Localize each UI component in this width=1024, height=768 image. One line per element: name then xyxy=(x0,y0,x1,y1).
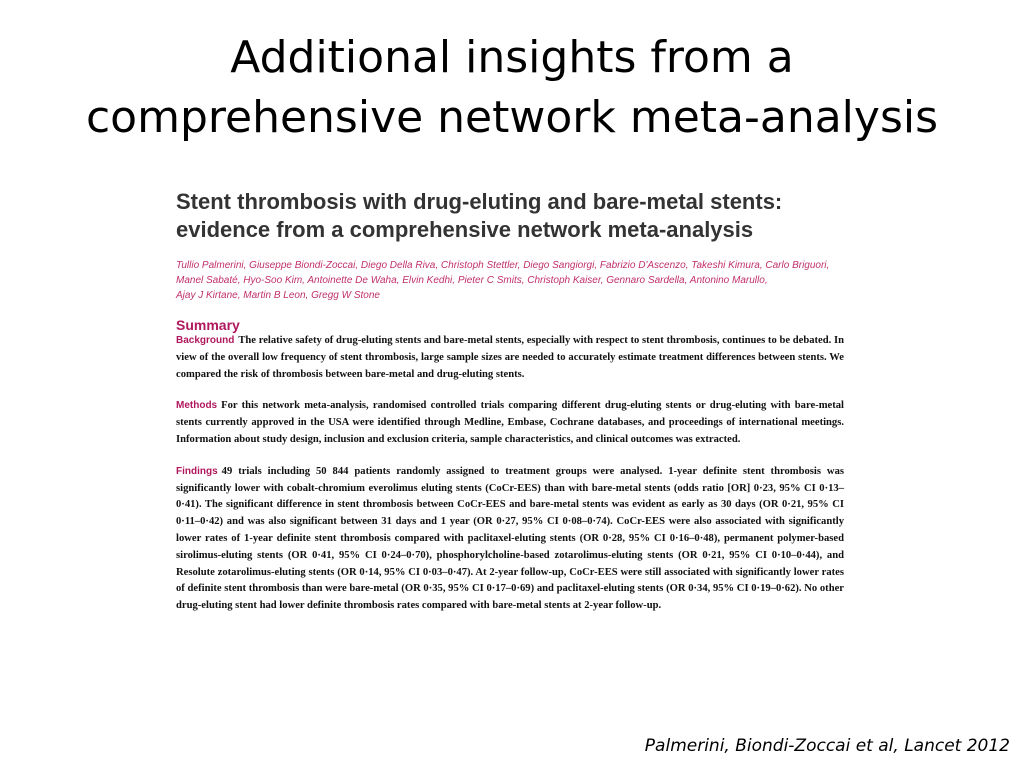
background-label: Background xyxy=(176,335,235,346)
findings-text: 49 trials including 50 844 patients randomly assigned to treatment groups were analysed. 1-year definite stent thrombosis was significantly lower with cobalt-chromium everolimus eluting stents (CoCr-EES) than with bare-metal stents (odds ratio [OR] 0·23, 95% CI 0·13–0·41). The significant difference in stent thrombosis between CoCr-EES and bare-metal stents was evident as early as 30 days (OR 0·21, 95% CI 0·11–0·42) and was also significant between 31 days and 1 year (OR 0·27, 95% CI 0·08–0·74). CoCr-EES were also associated with significantly lower rates of 1-year definite stent thrombosis compared with paclitaxel-eluting stents (OR 0·28, 95% CI 0·16–0·48), permanent polymer-based sirolimus-eluting stents (OR 0·41, 95% CI 0·24–0·70), phosphorylcholine-based zotarolimus-eluting stents (OR 0·21, 95% CI 0·10–0·44), and Resolute zotarolimus-eluting stents (OR 0·14, 95% CI 0·03–0·47). At 2-year follow-up, CoCr-EES were still associated with significantly lower rates of definite stent thrombosis than were bare-metal (OR 0·35, 95% CI 0·17–0·69) and paclitaxel-eluting stents (OR 0·34, 95% CI 0·19–0·62). No other drug-eluting stent had lower definite thrombosis rates compared with bare-metal stents at 2-year follow-up. xyxy=(176,465,844,612)
findings-label: Findings xyxy=(176,465,218,477)
background-text: The relative safety of drug-eluting stents and bare-metal stents, especially with respect to stent thrombosis, continues to be debated. In view of the overall low frequency of stent thrombosis, large sample sizes are needed to accurately estimate treatment differences between stents. We compared the risk of thrombosis between bare-metal and drug-eluting stents. xyxy=(176,335,844,380)
slide-title-line-2: comprehensive network meta-analysis xyxy=(85,92,939,143)
citation: Palmerini, Biondi-Zoccai et al, Lancet 2012 xyxy=(644,736,1010,756)
article-title-line-2: evidence from a comprehensive network meta-analysis xyxy=(176,217,754,242)
author-line-3: Ajay J Kirtane, Martin B Leon, Gregg W Stone xyxy=(176,290,380,301)
methods-text: For this network meta-analysis, randomised controlled trials comparing different drug-eluting stents or drug-eluting with bare-metal stents currently approved in the USA were identified through Medline, Embase, Cochrane databases, and proceedings of international meetings. Information about study design, inclusion and exclusion criteria, sample characteristics, and clinical outcomes was extracted. xyxy=(176,400,844,445)
slide-title xyxy=(0,28,1024,148)
article-excerpt xyxy=(176,188,844,708)
author-line-1: Tullio Palmerini, Giuseppe Biondi-Zoccai, Diego Della Riva, Christoph Stettler, Diego Sangiorgi, Fabrizio D'Ascenzo, Takeshi Kimura, Carlo Briguori, xyxy=(176,260,830,271)
summary-heading: Summary xyxy=(176,317,240,333)
author-list xyxy=(176,258,844,303)
background-section xyxy=(176,333,844,383)
methods-label: Methods xyxy=(176,400,218,412)
findings-section xyxy=(176,464,844,615)
slide-title-line-1: Additional insights from a xyxy=(230,32,794,83)
methods-section xyxy=(176,398,844,448)
article-title xyxy=(176,188,844,244)
author-line-2: Manel Sabaté, Hyo-Soo Kim, Antoinette De Waha, Elvin Kedhi, Pieter C Smits, Christoph Kaiser, Gennaro Sardella, Antonino Marullo, xyxy=(176,275,768,286)
article-title-line-1: Stent thrombosis with drug-eluting and bare-metal stents: xyxy=(176,189,783,214)
